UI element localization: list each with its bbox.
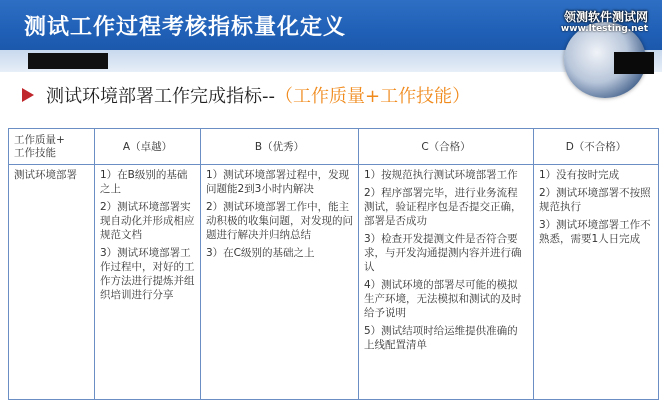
cell-b: [201, 165, 359, 400]
header-cell-dimension: [9, 129, 95, 165]
cell-d-item: 2）测试环境部署不按照规范执行: [539, 187, 651, 213]
subtitle-main: 测试环境部署工作完成指标--: [46, 86, 275, 107]
header-cell-d: D（不合格）: [534, 129, 659, 165]
section-subtitle: [22, 82, 470, 108]
cell-b-item: 3）在C级别的基础之上: [206, 247, 315, 259]
subtitle-accent: （工作质量+工作技能）: [275, 86, 471, 107]
page-title: 测试工作过程考核指标量化定义: [24, 15, 347, 40]
header-dimension-line1: 工作质量+: [14, 133, 65, 146]
cell-c-item: 2）程序部署完毕，进行业务流程测试，验证程序包是否提交正确，部署是否成功: [364, 187, 522, 227]
bullet-arrow-icon: [22, 88, 34, 102]
table-row: [9, 165, 659, 400]
header-cell-b: B（优秀）: [201, 129, 359, 165]
criteria-table: [8, 128, 659, 400]
redacted-logo-block: [614, 52, 654, 74]
cell-c: [359, 165, 534, 400]
cell-a-item: 3）测试环境部署工作过程中，对好的工作方法进行提炼并组织培训进行分享: [100, 247, 195, 301]
cell-d-item: 3）测试环境部署工作不熟悉，需要1人日完成: [539, 219, 651, 245]
cell-a-item: 1）在B级别的基础之上: [100, 169, 188, 195]
header-cell-a: A（卓越）: [95, 129, 201, 165]
cell-a-item: 2）测试环境部署实现自动化并形成相应规范文档: [100, 201, 195, 241]
table-header-row: [9, 129, 659, 165]
cell-c-item: 1）按规范执行测试环境部署工作: [364, 169, 518, 181]
cell-d: [534, 165, 659, 400]
cell-c-item: 5）测试结项时给运维提供准确的上线配置清单: [364, 325, 518, 351]
cell-b-item: 2）测试环境部署工作中，能主动积极的收集问题，对发现的问题进行解决并归纳总结: [206, 201, 353, 241]
logo-url-text: www.ltesting.net: [560, 24, 648, 34]
logo-brand-text: 领测软件测试网: [563, 10, 648, 24]
cell-b-item: 1）测试环境部署过程中，发现问题能2到3小时内解决: [206, 169, 350, 195]
cell-c-item: 4）测试环境的部署尽可能的模拟生产环境，无法模拟和测试的及时给予说明: [364, 279, 522, 319]
header-cell-c: C（合格）: [359, 129, 534, 165]
cell-a: [95, 165, 201, 400]
cell-c-item: 3）检查开发提测文件是否符合要求，与开发沟通提测内容并进行确认: [364, 233, 522, 273]
row-label: 测试环境部署: [9, 165, 95, 400]
cell-d-item: 1）没有按时完成: [539, 169, 620, 181]
logo: [528, 2, 658, 92]
redacted-block: [28, 53, 108, 69]
header-dimension-line2: 工作技能: [14, 146, 56, 159]
